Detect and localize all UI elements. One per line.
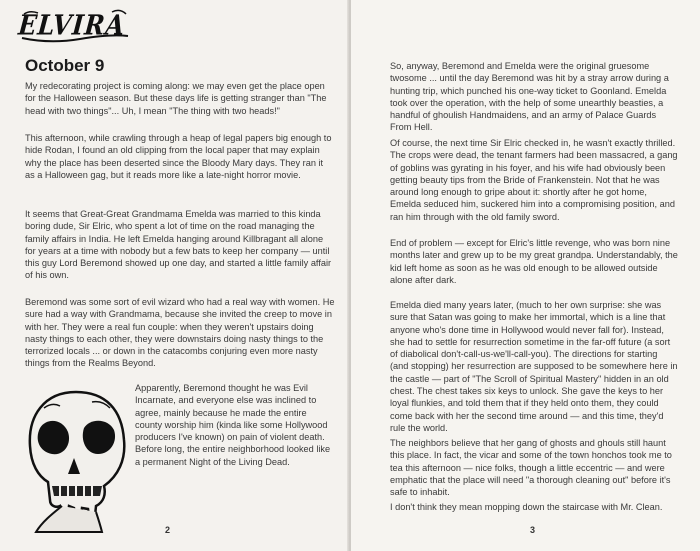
paragraph: Beremond was some sort of evil wizard who had a real way with women. He sure had a way with Grandmama, because she invited the creep to move in with her. They were a real fun couple: when they weren't upstairs doing nasty things to each other, they were downstairs doing nasty things to the terrorized locals ... or down in the catacombs conjuring even more nasty things from the Realms Beyond. [25,297,335,369]
page-number: 2 [165,525,171,535]
paragraph: Apparently, Beremond thought he was Evil Incarnate, and everyone else was inclined to agree, mainly because he made the entire county worship him (kinda like some Hollywood producers I've known) on pain of violent death. Before long, the entire neighborhood looked like a permanent Night of the Living Dead. [135,383,331,467]
paragraph: The neighbors believe that her gang of ghosts and ghouls still haunt this place. In fact, the vicar and some of the town honchos took me to tea this afternoon — nice folks, though a little eccentric — and were emphatic that the place will need "a thorough cleaning out" before it's safe to inhabit. [390,438,672,498]
elvira-logo [16,8,130,46]
page-number: 3 [530,525,536,535]
paragraph: This afternoon, while crawling through a heap of legal papers big enough to hide Rodan, I found an old clipping from the local paper that may explain why the place has been deserted since the Bloody Mary days. They ran it as a Halloween gag, but it reads more like a late-night horror movie. [25,133,332,180]
paragraph: So, anyway, Beremond and Emelda were the original gruesome twosome ... until the day Beremond was hit by a stray arrow during a hunting trip, which punched his one-way ticket to Goonland. Emelda took over the operation, with the help of some unearthly beasties, a handful of ghoulish Handmaidens, and an army of Palace Guards From Hell. [390,61,669,133]
skull-icon [22,388,130,534]
paragraph: Emelda died many years later, (much to her own surprise: she was sure that Satan was going to make her immortal, which is a line that anyone who's done time in Hollywood would never fall for). Instead, she had to settle for resurrection sometime in the far-off future (a sort of diabolical don't-call-us-we'll-call-you). The directions for starting (and stopping) her resurrection are supposed to be somewhere here in the castle — part of "The Scroll of Spiritual Mastery" hidden in an old chest. The chest takes six keys to unlock. She gave the keys to her loyal flunkies, and told them that if they held onto them, they could come back with her the second time around — and this time, they'd rule the world. [390,300,678,433]
left-page [0,0,349,551]
paragraph: Of course, the next time Sir Elric checked in, he wasn't exactly thrilled. The crops were dead, the tenant farmers had been massacred, a gang of goblins was gyrating in his foyer, and his wife had obviously been getting beauty tips from the Bride of Frankenstein. Not that he was around long enough to gripe about it: shortly after he got home, Emelda seduced him, suckered him into a compromising position, and ran him through with the old family sword. [390,138,678,222]
logo-text: ELVIRA [16,8,127,42]
paragraph: It seems that Great-Great Grandmama Emelda was married to this kinda boring dude, Sir Elric, who spent a lot of time on the road managing the family affairs in India. He left Emelda hanging around Killbragant all alone for years at a time with nobody but a few bats to keep her company — until this guy Lord Beremond showed up one day, and started a little family affair of his own. [25,209,332,281]
paragraph: End of problem — except for Elric's little revenge, who was born nine months later and grew up to be my great grandpa. Understandably, the kid left home as soon as he was old enough to be allowed outside alone after dark. [390,238,678,285]
page-title: October 9 [25,56,105,75]
paragraph: I don't think they mean mopping down the staircase with Mr. Clean. [390,502,663,512]
paragraph: My redecorating project is coming along: we may even get the place open for the Halloween season. But these days life is getting stranger than "The head with two things"... Uh, I mean "The thing with two heads!" [25,81,327,116]
